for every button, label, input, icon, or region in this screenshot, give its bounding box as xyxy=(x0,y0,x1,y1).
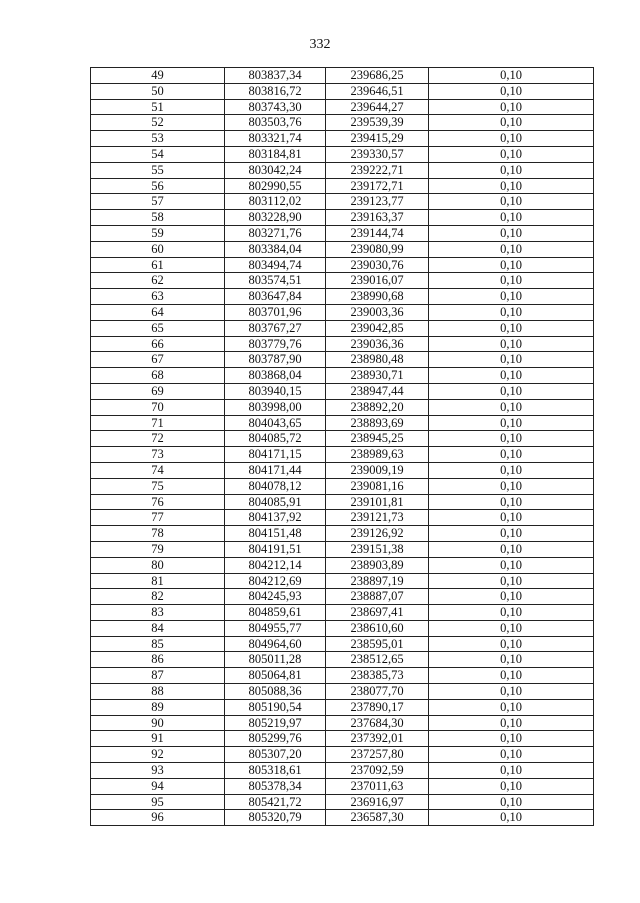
error-value-cell: 0,10 xyxy=(429,715,594,731)
table-row xyxy=(91,415,594,431)
y-coordinate-cell: 238947,44 xyxy=(326,383,429,399)
y-coordinate-cell: 239036,36 xyxy=(326,336,429,352)
y-coordinate-cell: 238892,20 xyxy=(326,399,429,415)
y-coordinate-cell: 236587,30 xyxy=(326,810,429,826)
point-number-cell: 59 xyxy=(91,225,225,241)
table-row xyxy=(91,131,594,147)
error-value-cell: 0,10 xyxy=(429,273,594,289)
table-row xyxy=(91,715,594,731)
point-number-cell: 70 xyxy=(91,399,225,415)
point-number-cell: 71 xyxy=(91,415,225,431)
error-value-cell: 0,10 xyxy=(429,794,594,810)
point-number-cell: 67 xyxy=(91,352,225,368)
y-coordinate-cell: 238897,19 xyxy=(326,573,429,589)
point-number-cell: 66 xyxy=(91,336,225,352)
table-row xyxy=(91,731,594,747)
point-number-cell: 89 xyxy=(91,699,225,715)
table-row xyxy=(91,83,594,99)
error-value-cell: 0,10 xyxy=(429,699,594,715)
x-coordinate-cell: 805318,61 xyxy=(225,763,326,779)
y-coordinate-cell: 237011,63 xyxy=(326,778,429,794)
table-row xyxy=(91,273,594,289)
point-number-cell: 63 xyxy=(91,289,225,305)
page-number: 332 xyxy=(309,37,331,52)
x-coordinate-cell: 803701,96 xyxy=(225,304,326,320)
error-value-cell: 0,10 xyxy=(429,478,594,494)
error-value-cell: 0,10 xyxy=(429,289,594,305)
x-coordinate-cell: 804085,72 xyxy=(225,431,326,447)
y-coordinate-cell: 238980,48 xyxy=(326,352,429,368)
error-value-cell: 0,10 xyxy=(429,368,594,384)
table-row xyxy=(91,431,594,447)
error-value-cell: 0,10 xyxy=(429,68,594,84)
point-number-cell: 82 xyxy=(91,589,225,605)
x-coordinate-cell: 804085,91 xyxy=(225,494,326,510)
error-value-cell: 0,10 xyxy=(429,462,594,478)
error-value-cell: 0,10 xyxy=(429,684,594,700)
point-number-cell: 95 xyxy=(91,794,225,810)
y-coordinate-cell: 239144,74 xyxy=(326,225,429,241)
error-value-cell: 0,10 xyxy=(429,526,594,542)
error-value-cell: 0,10 xyxy=(429,668,594,684)
x-coordinate-cell: 803271,76 xyxy=(225,225,326,241)
table-row xyxy=(91,652,594,668)
point-number-cell: 55 xyxy=(91,162,225,178)
point-number-cell: 50 xyxy=(91,83,225,99)
table-row xyxy=(91,684,594,700)
point-number-cell: 53 xyxy=(91,131,225,147)
y-coordinate-cell: 239686,25 xyxy=(326,68,429,84)
error-value-cell: 0,10 xyxy=(429,241,594,257)
y-coordinate-cell: 238610,60 xyxy=(326,620,429,636)
x-coordinate-cell: 803494,74 xyxy=(225,257,326,273)
error-value-cell: 0,10 xyxy=(429,162,594,178)
table-row xyxy=(91,257,594,273)
y-coordinate-cell: 238512,65 xyxy=(326,652,429,668)
error-value-cell: 0,10 xyxy=(429,652,594,668)
point-number-cell: 61 xyxy=(91,257,225,273)
x-coordinate-cell: 805378,34 xyxy=(225,778,326,794)
error-value-cell: 0,10 xyxy=(429,146,594,162)
x-coordinate-cell: 804171,44 xyxy=(225,462,326,478)
table-row xyxy=(91,210,594,226)
x-coordinate-cell: 803940,15 xyxy=(225,383,326,399)
x-coordinate-cell: 805320,79 xyxy=(225,810,326,826)
table-row xyxy=(91,573,594,589)
x-coordinate-cell: 804955,77 xyxy=(225,620,326,636)
x-coordinate-cell: 803112,02 xyxy=(225,194,326,210)
error-value-cell: 0,10 xyxy=(429,447,594,463)
table-row xyxy=(91,763,594,779)
x-coordinate-cell: 804151,48 xyxy=(225,526,326,542)
point-number-cell: 96 xyxy=(91,810,225,826)
table-row xyxy=(91,336,594,352)
y-coordinate-cell: 238945,25 xyxy=(326,431,429,447)
table-row xyxy=(91,320,594,336)
table-row xyxy=(91,225,594,241)
x-coordinate-cell: 803767,27 xyxy=(225,320,326,336)
error-value-cell: 0,10 xyxy=(429,304,594,320)
x-coordinate-cell: 805064,81 xyxy=(225,668,326,684)
error-value-cell: 0,10 xyxy=(429,541,594,557)
y-coordinate-cell: 238595,01 xyxy=(326,636,429,652)
y-coordinate-cell: 239415,29 xyxy=(326,131,429,147)
x-coordinate-cell: 803574,51 xyxy=(225,273,326,289)
error-value-cell: 0,10 xyxy=(429,83,594,99)
y-coordinate-cell: 239222,71 xyxy=(326,162,429,178)
point-number-cell: 85 xyxy=(91,636,225,652)
table-row xyxy=(91,68,594,84)
coordinates-table xyxy=(90,67,594,826)
x-coordinate-cell: 805307,20 xyxy=(225,747,326,763)
x-coordinate-cell: 803998,00 xyxy=(225,399,326,415)
table-row xyxy=(91,352,594,368)
table-row xyxy=(91,399,594,415)
point-number-cell: 49 xyxy=(91,68,225,84)
x-coordinate-cell: 804191,51 xyxy=(225,541,326,557)
x-coordinate-cell: 803868,04 xyxy=(225,368,326,384)
point-number-cell: 57 xyxy=(91,194,225,210)
y-coordinate-cell: 237890,17 xyxy=(326,699,429,715)
x-coordinate-cell: 804171,15 xyxy=(225,447,326,463)
table-row xyxy=(91,178,594,194)
error-value-cell: 0,10 xyxy=(429,573,594,589)
x-coordinate-cell: 803779,76 xyxy=(225,336,326,352)
x-coordinate-cell: 803837,34 xyxy=(225,68,326,84)
y-coordinate-cell: 239030,76 xyxy=(326,257,429,273)
y-coordinate-cell: 236916,97 xyxy=(326,794,429,810)
y-coordinate-cell: 238930,71 xyxy=(326,368,429,384)
table-row xyxy=(91,510,594,526)
x-coordinate-cell: 804212,69 xyxy=(225,573,326,589)
error-value-cell: 0,10 xyxy=(429,731,594,747)
error-value-cell: 0,10 xyxy=(429,194,594,210)
error-value-cell: 0,10 xyxy=(429,620,594,636)
y-coordinate-cell: 238990,68 xyxy=(326,289,429,305)
error-value-cell: 0,10 xyxy=(429,115,594,131)
x-coordinate-cell: 804964,60 xyxy=(225,636,326,652)
error-value-cell: 0,10 xyxy=(429,225,594,241)
error-value-cell: 0,10 xyxy=(429,557,594,573)
table-row xyxy=(91,447,594,463)
point-number-cell: 90 xyxy=(91,715,225,731)
y-coordinate-cell: 238903,89 xyxy=(326,557,429,573)
table-row xyxy=(91,810,594,826)
y-coordinate-cell: 239163,37 xyxy=(326,210,429,226)
point-number-cell: 51 xyxy=(91,99,225,115)
x-coordinate-cell: 803647,84 xyxy=(225,289,326,305)
error-value-cell: 0,10 xyxy=(429,415,594,431)
table-row xyxy=(91,557,594,573)
error-value-cell: 0,10 xyxy=(429,810,594,826)
error-value-cell: 0,10 xyxy=(429,399,594,415)
x-coordinate-cell: 803787,90 xyxy=(225,352,326,368)
point-number-cell: 79 xyxy=(91,541,225,557)
table-row xyxy=(91,304,594,320)
point-number-cell: 60 xyxy=(91,241,225,257)
y-coordinate-cell: 237257,80 xyxy=(326,747,429,763)
y-coordinate-cell: 239172,71 xyxy=(326,178,429,194)
table-row xyxy=(91,526,594,542)
point-number-cell: 88 xyxy=(91,684,225,700)
y-coordinate-cell: 239121,73 xyxy=(326,510,429,526)
y-coordinate-cell: 239016,07 xyxy=(326,273,429,289)
point-number-cell: 64 xyxy=(91,304,225,320)
x-coordinate-cell: 804043,65 xyxy=(225,415,326,431)
table-row xyxy=(91,115,594,131)
x-coordinate-cell: 804078,12 xyxy=(225,478,326,494)
table-row xyxy=(91,636,594,652)
error-value-cell: 0,10 xyxy=(429,510,594,526)
y-coordinate-cell: 238989,63 xyxy=(326,447,429,463)
point-number-cell: 69 xyxy=(91,383,225,399)
error-value-cell: 0,10 xyxy=(429,131,594,147)
table-row xyxy=(91,99,594,115)
point-number-cell: 77 xyxy=(91,510,225,526)
x-coordinate-cell: 802990,55 xyxy=(225,178,326,194)
y-coordinate-cell: 238893,69 xyxy=(326,415,429,431)
table-row xyxy=(91,699,594,715)
y-coordinate-cell: 238697,41 xyxy=(326,605,429,621)
table-row xyxy=(91,194,594,210)
table-row xyxy=(91,462,594,478)
point-number-cell: 52 xyxy=(91,115,225,131)
point-number-cell: 80 xyxy=(91,557,225,573)
y-coordinate-cell: 239003,36 xyxy=(326,304,429,320)
point-number-cell: 94 xyxy=(91,778,225,794)
y-coordinate-cell: 238887,07 xyxy=(326,589,429,605)
point-number-cell: 74 xyxy=(91,462,225,478)
point-number-cell: 72 xyxy=(91,431,225,447)
error-value-cell: 0,10 xyxy=(429,747,594,763)
error-value-cell: 0,10 xyxy=(429,352,594,368)
point-number-cell: 68 xyxy=(91,368,225,384)
error-value-cell: 0,10 xyxy=(429,605,594,621)
error-value-cell: 0,10 xyxy=(429,99,594,115)
y-coordinate-cell: 239644,27 xyxy=(326,99,429,115)
x-coordinate-cell: 803384,04 xyxy=(225,241,326,257)
point-number-cell: 62 xyxy=(91,273,225,289)
x-coordinate-cell: 803743,30 xyxy=(225,99,326,115)
x-coordinate-cell: 804859,61 xyxy=(225,605,326,621)
error-value-cell: 0,10 xyxy=(429,383,594,399)
table-row xyxy=(91,241,594,257)
y-coordinate-cell: 239539,39 xyxy=(326,115,429,131)
table-row xyxy=(91,589,594,605)
x-coordinate-cell: 805011,28 xyxy=(225,652,326,668)
table-row xyxy=(91,162,594,178)
table-row xyxy=(91,146,594,162)
point-number-cell: 75 xyxy=(91,478,225,494)
point-number-cell: 78 xyxy=(91,526,225,542)
error-value-cell: 0,10 xyxy=(429,636,594,652)
point-number-cell: 65 xyxy=(91,320,225,336)
table-row xyxy=(91,778,594,794)
error-value-cell: 0,10 xyxy=(429,494,594,510)
y-coordinate-cell: 239330,57 xyxy=(326,146,429,162)
point-number-cell: 58 xyxy=(91,210,225,226)
x-coordinate-cell: 804212,14 xyxy=(225,557,326,573)
point-number-cell: 92 xyxy=(91,747,225,763)
y-coordinate-cell: 239081,16 xyxy=(326,478,429,494)
error-value-cell: 0,10 xyxy=(429,778,594,794)
table-row xyxy=(91,541,594,557)
y-coordinate-cell: 239646,51 xyxy=(326,83,429,99)
y-coordinate-cell: 239080,99 xyxy=(326,241,429,257)
y-coordinate-cell: 239042,85 xyxy=(326,320,429,336)
x-coordinate-cell: 803503,76 xyxy=(225,115,326,131)
table-row xyxy=(91,747,594,763)
error-value-cell: 0,10 xyxy=(429,257,594,273)
y-coordinate-cell: 238077,70 xyxy=(326,684,429,700)
point-number-cell: 86 xyxy=(91,652,225,668)
x-coordinate-cell: 804137,92 xyxy=(225,510,326,526)
y-coordinate-cell: 237684,30 xyxy=(326,715,429,731)
y-coordinate-cell: 238385,73 xyxy=(326,668,429,684)
table-row xyxy=(91,668,594,684)
x-coordinate-cell: 803321,74 xyxy=(225,131,326,147)
table-row xyxy=(91,620,594,636)
y-coordinate-cell: 237092,59 xyxy=(326,763,429,779)
point-number-cell: 91 xyxy=(91,731,225,747)
table-row xyxy=(91,368,594,384)
coordinates-table-body xyxy=(91,68,594,826)
x-coordinate-cell: 805219,97 xyxy=(225,715,326,731)
error-value-cell: 0,10 xyxy=(429,336,594,352)
error-value-cell: 0,10 xyxy=(429,589,594,605)
x-coordinate-cell: 805421,72 xyxy=(225,794,326,810)
y-coordinate-cell: 239101,81 xyxy=(326,494,429,510)
table-row xyxy=(91,605,594,621)
point-number-cell: 73 xyxy=(91,447,225,463)
point-number-cell: 84 xyxy=(91,620,225,636)
x-coordinate-cell: 804245,93 xyxy=(225,589,326,605)
point-number-cell: 54 xyxy=(91,146,225,162)
x-coordinate-cell: 803184,81 xyxy=(225,146,326,162)
point-number-cell: 83 xyxy=(91,605,225,621)
point-number-cell: 87 xyxy=(91,668,225,684)
table-row xyxy=(91,478,594,494)
y-coordinate-cell: 237392,01 xyxy=(326,731,429,747)
y-coordinate-cell: 239123,77 xyxy=(326,194,429,210)
x-coordinate-cell: 805088,36 xyxy=(225,684,326,700)
table-row xyxy=(91,383,594,399)
error-value-cell: 0,10 xyxy=(429,763,594,779)
table-row xyxy=(91,794,594,810)
y-coordinate-cell: 239151,38 xyxy=(326,541,429,557)
x-coordinate-cell: 803816,72 xyxy=(225,83,326,99)
point-number-cell: 81 xyxy=(91,573,225,589)
x-coordinate-cell: 803042,24 xyxy=(225,162,326,178)
error-value-cell: 0,10 xyxy=(429,210,594,226)
error-value-cell: 0,10 xyxy=(429,320,594,336)
error-value-cell: 0,10 xyxy=(429,178,594,194)
point-number-cell: 93 xyxy=(91,763,225,779)
x-coordinate-cell: 805299,76 xyxy=(225,731,326,747)
x-coordinate-cell: 805190,54 xyxy=(225,699,326,715)
point-number-cell: 56 xyxy=(91,178,225,194)
y-coordinate-cell: 239009,19 xyxy=(326,462,429,478)
table-row xyxy=(91,289,594,305)
point-number-cell: 76 xyxy=(91,494,225,510)
error-value-cell: 0,10 xyxy=(429,431,594,447)
y-coordinate-cell: 239126,92 xyxy=(326,526,429,542)
table-row xyxy=(91,494,594,510)
x-coordinate-cell: 803228,90 xyxy=(225,210,326,226)
